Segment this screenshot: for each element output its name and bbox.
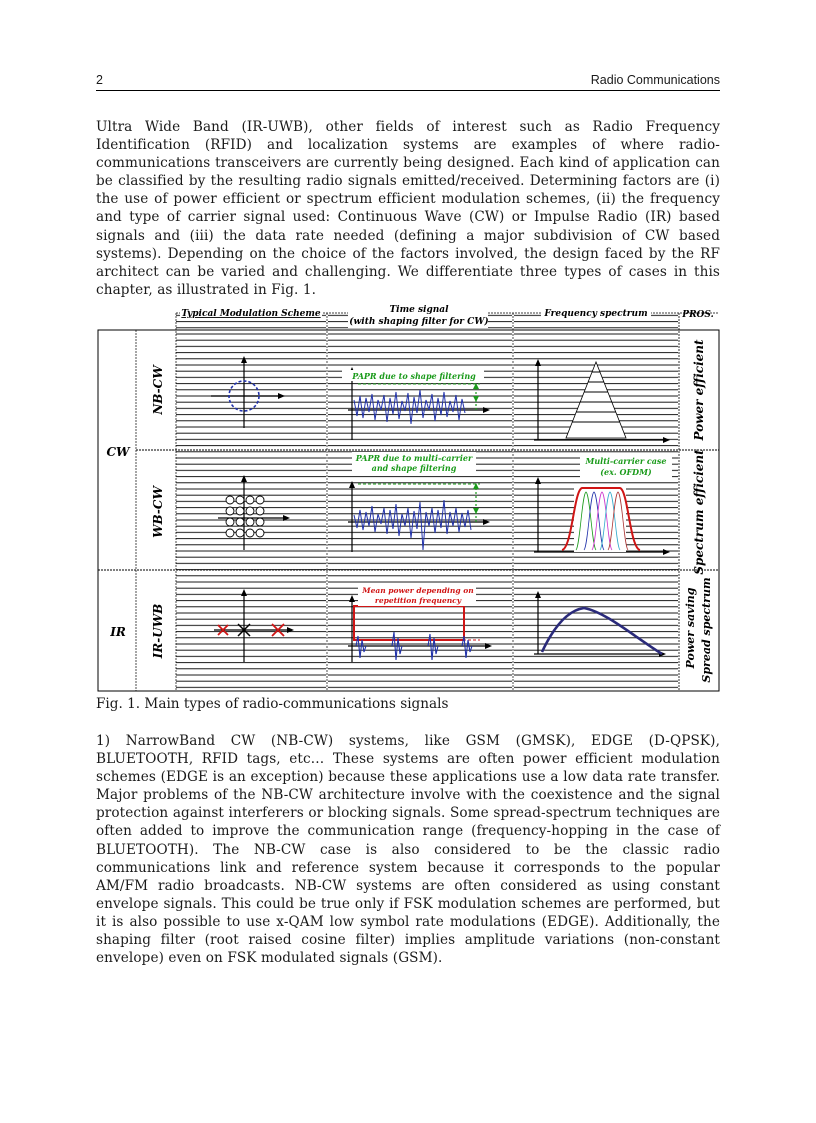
col-header-frequency: Frequency spectrum — [544, 309, 648, 319]
annotation-papr-shape: PAPR due to shape filtering — [352, 371, 476, 381]
figure-radio-signal-types — [96, 300, 720, 694]
running-title: Radio Communications — [590, 73, 720, 87]
annotation-multicarrier-2: (ex. OFDM) — [600, 467, 652, 477]
pros-ir-1: Power saving — [684, 587, 697, 669]
row-label-iruwb: IR-UWB — [151, 603, 165, 659]
pros-nbcw: Power efficient — [692, 339, 706, 441]
group-label-ir: IR — [110, 625, 126, 639]
page-number: 2 — [96, 73, 103, 87]
group-label-cw: CW — [106, 445, 130, 459]
intro-paragraph: Ultra Wide Band (IR-UWB), other fields of interest such as Radio Frequency Identification (RFID) and localization systems are examples of where radio-communications transceivers are currently being designed. Each kind of application can be classified by the resulting radio signals emitted/received. Determining factors are (i) the use of power efficient or spectrum efficient modulation schemes, (ii) the frequency and type of carrier signal used: Continuous Wave (CW) or Impulse Radio (IR) based signals and (iii) the data rate needed (defining a major subdivision of CW based systems). Depending on the choice of the factors involved, the design faced by the RF architect can be varied and challenging. We differentiate three types of cases in this chapter, as illustrated in Fig. 1. — [96, 119, 720, 298]
annotation-papr-multi-1: PAPR due to multi-carrier — [355, 453, 473, 463]
row-label-nbcw: NB-CW — [151, 365, 165, 415]
pros-wbcw: Spectrum efficient — [692, 449, 706, 575]
annotation-mean-power-2: repetition frequency — [374, 596, 462, 605]
annotation-mean-power-1: Mean power depending on — [362, 586, 474, 595]
running-header — [96, 70, 720, 91]
col-header-time-2: (with shaping filter for CW) — [349, 317, 489, 327]
row-label-wbcw: WB-CW — [151, 486, 165, 538]
col-header-modulation: Typical Modulation Scheme — [181, 309, 321, 319]
col-header-pros: PROS. — [682, 310, 714, 320]
annotation-multicarrier-1: Multi-carrier case — [585, 456, 667, 466]
col-header-time-1: Time signal — [389, 305, 449, 315]
annotation-papr-multi-2: and shape filtering — [371, 463, 457, 473]
figure-caption: Fig. 1. Main types of radio-communications signals — [96, 696, 449, 712]
pros-ir-2: Spread spectrum — [700, 577, 713, 683]
nbcw-paragraph: 1) NarrowBand CW (NB-CW) systems, like GSM (GMSK), EDGE (D-QPSK), BLUETOOTH, RFID tags, etc… These systems are often power efficient modulation schemes (EDGE is an exception) because these applications use a low data rate transfer. Major problems of the NB-CW architecture involve with the coexistence and the signal protection against interferers or blocking signals. Some spread-spectrum techniques are often added to improve the communication range (frequency-hopping in the case of BLUETOOTH). The NB-CW case is also considered to be the classic radio communications link and reference system because it corresponds to the popular AM/FM radio broadcasts. NB-CW systems are often considered as using constant envelope signals. This could be true only if FSK modulation schemes are performed, but it is also possible to use x-QAM low symbol rate modulations (EDGE). Additionally, the shaping filter (root raised cosine filter) implies amplitude variations (non-constant envelope) even on FSK modulated signals (GSM). — [96, 733, 720, 967]
